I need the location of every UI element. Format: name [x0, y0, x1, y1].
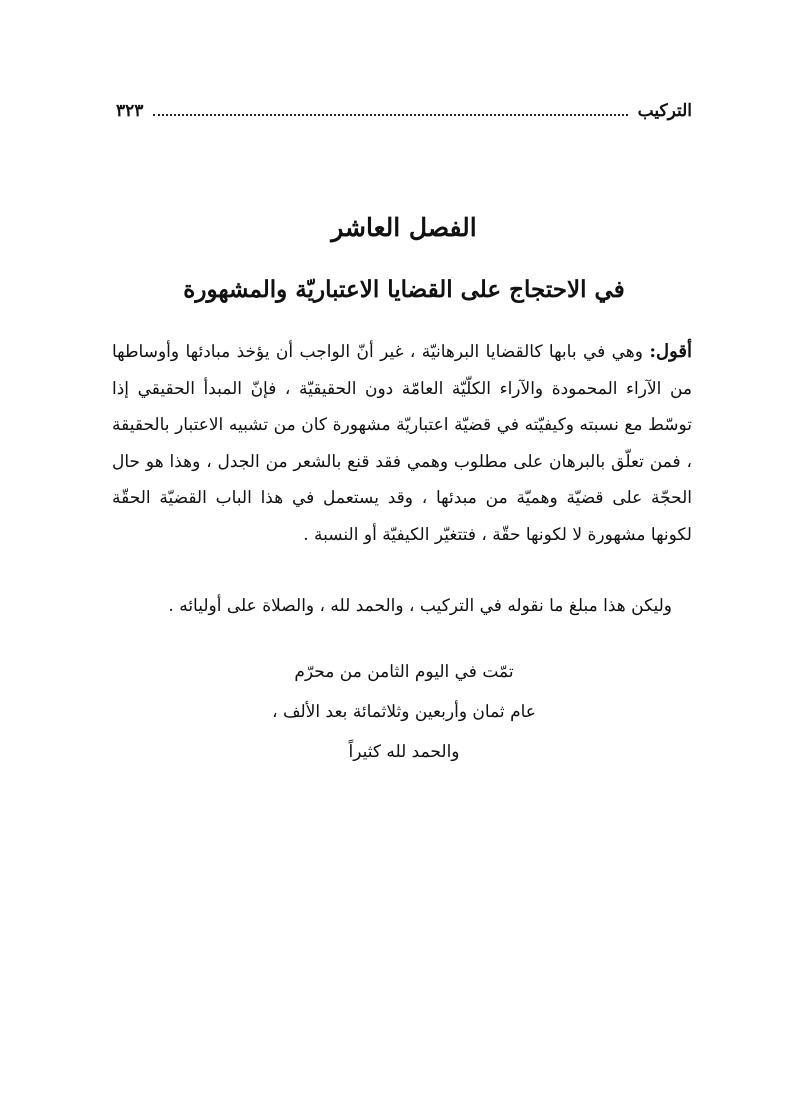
header-dot-leader	[153, 114, 627, 116]
body-paragraph-text: وهي في بابها كالقضايا البرهانيّة ، غير أنّ الواجب أن يؤخذ مبادئها وأوساطها من الآراء المحمودة والآراء الكلّيّة العامّة دون الحقيقيّة ، فإنّ المبدأ الحقيقي إذا توسّط مع نسبته وكيفيّته في قضيّة اعتباريّة مشهورة كان من تشبيه الاعتبار بالحقيقة ، فمن تعلّق بالبرهان على مطلوب وهمي فقد قنع بالشعر من الجدل ، وهذا هو حال الحجّة على قضيّة وهميّة من مبدئها ، وقد يستعمل في هذا الباب القضيّة الحقّة لكونها مشهورة لا لكونها حقّة ، فتتغيّر الكيفيّة أو النسبة .	[112, 342, 692, 545]
colophon-line-3: والحمد لله كثيراً	[348, 742, 460, 762]
colophon-line-2: عام ثمان وأربعين وثلاثمائة بعد الألف ،	[272, 702, 536, 722]
colophon-line-1: تمّت في اليوم الثامن من محرّم	[294, 662, 514, 682]
body-paragraph	[112, 334, 692, 553]
colophon	[0, 652, 808, 772]
running-header	[116, 96, 692, 126]
chapter-subtitle: في الاحتجاج على القضايا الاعتباريّة والمشهورة	[183, 276, 625, 303]
closing-paragraph: وليكن هذا مبلغ ما نقوله في التركيب ، والحمد لله ، والصلاة على أوليائه .	[168, 596, 672, 616]
chapter-title: الفصل العاشر	[331, 213, 477, 242]
page-number: ٣٢٣	[116, 101, 144, 121]
lead-word: أقول:	[649, 341, 693, 362]
running-header-title: التركيب	[637, 101, 692, 121]
